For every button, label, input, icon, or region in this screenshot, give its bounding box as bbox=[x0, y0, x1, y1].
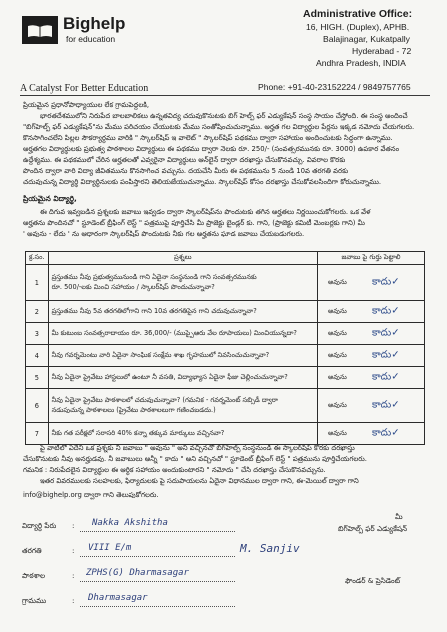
table-row bbox=[26, 323, 425, 345]
intro-line: "బిగ్‌హెల్ప్ ఫర్ ఎడ్యుకేషన్"ను మేము పరిచయం చేయుటకు మేము సంతోషించుచున్నాము. అర్హత గల విద్యార్థుల పేర్లను ఇక్కడ నమోదు చేయగలరు. bbox=[23, 123, 415, 131]
question-cell bbox=[48, 301, 317, 323]
question-text: నడుపుచున్న పాఠశాలలు (ప్రైవేటు పాఠశాలలుగా గణించబడదు.) bbox=[51, 405, 216, 414]
school-underline bbox=[80, 581, 235, 582]
book-logo-icon bbox=[27, 24, 53, 38]
address-line: 16, HIGH. (Duplex), APHB. bbox=[306, 22, 410, 32]
answer-cell[interactable] bbox=[318, 301, 425, 323]
question-text: ప్రస్తుతము నీవు 5వ తరగతిలోగాని గాని 10వ తరగతిపైన గాని చదువుచున్నావా? bbox=[51, 306, 257, 315]
question-cell bbox=[48, 423, 317, 445]
student-instruction-line: ' అవును - లేదు ' ను ఆధారంగా స్కాలర్‌షిప్ పొందుటకు నీకు గల అర్హతను ఘాడ జవాబు చేయబడుగలరు. bbox=[23, 230, 305, 238]
address-line: Hyderabad - 72 bbox=[352, 46, 412, 56]
row-number: 3 bbox=[26, 323, 49, 345]
no-option-ticked[interactable]: కాదు✓ bbox=[372, 326, 400, 338]
brand-subtitle: for education bbox=[66, 34, 116, 44]
signoff-organisation: బిగ్‌హెల్ప్ ఫర్ ఎడ్యుకేషన్ bbox=[338, 524, 408, 533]
header-divider bbox=[20, 95, 430, 96]
signature-handwritten: M. Sanjiv bbox=[240, 542, 300, 555]
column-header-questions: ప్రశ్నలు bbox=[48, 252, 317, 265]
yes-option[interactable]: అవును bbox=[328, 306, 347, 315]
no-option-ticked[interactable]: కాదు✓ bbox=[372, 398, 400, 410]
intro-line: ప్రియమైన ప్రధానోపాధ్యాయుల లేక గ్రామపెద్దలకి, bbox=[23, 101, 150, 109]
contact-email-line: info@bighelp.org ద్వారా గాని తెలుపుకోగలరు. bbox=[23, 491, 159, 499]
village-label: గ్రామము bbox=[22, 596, 47, 605]
intro-line: పొందిన ద్వారా వారి విద్యా జీవితమును కొనసాగించ వచ్చును. దయచేసి మీరు ఈ పథకమును 5 నుండి 10వ తరగతి వరకు bbox=[23, 167, 349, 175]
intro-line: కొనసాగించలేని పిల్లల సౌకర్యార్థము వారికి " స్కాలర్‌షిప్ ఇ వాలెట్ " స్కాలర్‌షిప్ పథకము ద్వారా సహాయం అందించుటకు సిద్ధంగా ఉన్నాము. bbox=[23, 134, 393, 142]
yes-option[interactable]: అవును bbox=[328, 350, 347, 359]
phone-number: Phone: +91-40-23152224 / 9849757765 bbox=[258, 82, 411, 92]
student-instruction-line: అర్హతను పొందినచో " స్టూడెంట్ బ్రీఫింగ్ లెస్ట్ " పత్రముపై పూర్తిచేసి మీ ప్రాజెక్టు బైండ్లర్ కు. గాని, (ప్రాజెక్టు కమిటీ మెంబర్లకు గాని) మీ bbox=[23, 219, 365, 227]
row-number: 6 bbox=[26, 389, 49, 423]
brand-name: Bighelp bbox=[63, 14, 126, 33]
name-underline bbox=[80, 531, 235, 532]
question-text: నీకు గత పరీక్షలో సరాసరి 40% కన్నా తక్కువ మార్కులు వచ్చినవా? bbox=[51, 428, 225, 437]
class-underline bbox=[80, 556, 235, 557]
signoff-title: ఫౌండర్ & ప్రెసిడెంట్ bbox=[345, 576, 401, 585]
intro-line: చదువుచున్న విద్యార్థి విద్యార్థినులకు పంపిస్తారని తెలియజేయుచున్నాము. స్కాలర్‌షిప్ కోసం దరఖాస్తు చేసుకోవలసిందిగా కోరుచున్నాము. bbox=[23, 178, 382, 186]
answer-cell[interactable] bbox=[318, 345, 425, 367]
signoff-line: మీ bbox=[395, 512, 403, 521]
table-row bbox=[26, 345, 425, 367]
note-line: ఇతర వివరములకు సలహలకు, ఫిర్యాదులకు పై సదుపాయలను ఏదైనా విధానముల ద్వారా గాని, ఈ-మెయిల్ ద్వారా గాని bbox=[40, 477, 359, 485]
question-cell bbox=[48, 345, 317, 367]
intro-line: ఉద్దేశ్యము. ఈ పథకములో చేరిన అర్హతలతో ఎవ్వరైనా విద్యార్థులు ఆన్‌లైన్ ద్వారా దరఖాస్తు చేసుకొనవచ్చు. వివరాల కొరకు bbox=[23, 156, 346, 164]
letter-page: Bighelp for education A Catalyst For Better Education Administrative Office: 16, HIGH. (Duplex), APHB. Balajinagar, Kukatpally Hyderabad - 72 Andhra Pradesh, INDIA Phone: +91-40-23152224 / 9849757765 ప్రియమైన ప్రధానోపాధ్యాయుల లేక గ్రామపెద్దలకి, భారతదేశములోని నిరుపేద బాలబాలికలు ఉన్నతవిద్య చదువుకొనుటకు బిగ్ హెల్ప్ ఫర్ ఎడ్యుకేషన్ సంస్థ సాయం చేస్తోంది. ఈ సంస్థ అందించే "బిగ్‌హెల్ప్ ఫర్ ఎడ్యుకేషన్"ను మేము పరిచయం చేయుటకు మేము సంతోషించుచున్నాము. అర్హత గల విద్యార్థుల పేర్లను ఇక్కడ నమోదు చేయగలరు. కొనసాగించలేని పిల్లల సౌకర్యార్థము వారికి " స్కాలర్‌షిప్ ఇ వాలెట్ " స్కాలర్‌షిప్ పథకము ద్వారా సహాయం అందించుటకు సిద్ధంగా ఉన్నాము. అర్హతగల విద్యార్థులకు ప్రభుత్వ పాఠశాలల విద్యార్థులు ఈ పథకము ద్వారా నెలకు రూ. 250/- (సంవత్సరమునకు రూ. 3000) ఉపకార వేతనం ఉద్దేశ్యము. ఈ పథకములో చేరిన అర్హతలతో ఎవ్వరైనా విద్యార్థులు ఆన్‌లైన్ ద్వారా దరఖాస్తు చేసుకొనవచ్చు. వివరాల కొరకు పొందిన ద్వారా వారి విద్యా జీవితమును కొనసాగించ వచ్చును. దయచేసి మీరు ఈ పథకమును 5 నుండి 10వ తరగతి వరకు చదువుచున్న విద్యార్థి విద్యార్థినులకు పంపిస్తారని తెలియజేయుచున్నాము. స్కాలర్‌షిప్ కోసం దరఖాస్తు చేసుకోవలసిందిగా కోరుచున్నాము. ప్రియమైన విద్యార్థి, ఈ దిగువ ఇవ్వబడిన ప్రశ్నలకు జవాబు ఇవ్వడం ద్వారా స్కాలర్‌షిప్‌ను పొందుటకు తగిన అర్హతలు నిర్ణయించుకోగలరు. ఒక వేళ అర్హతను పొందినచో " స్టూడెంట్ బ్రీఫింగ్ లెస్ట్ " పత్రముపై పూర్తిచేసి మీ ప్రాజెక్టు బైండ్లర్ కు. గాని, (ప్రాజెక్టు కమిటీ మెంబర్లకు గాని) మీ ' అవును - లేదు ' ను ఆధారంగా స్కాలర్‌షిప్ పొందుటకు నీకు గల అర్హతను ఘాడ జవాబు చేయబడుగలరు. క్ర.సం. ప్రశ్నలు జవాబు పై గుర్తు పెట్టాలి 1 ప్రస్తుతము నీవు ప్రభుత్వమునుండి గాని ఏదైనా సంస్థనుండి గాని సంవత్సరమునకు రూ. 500/-లకు మించి సహాయం / స్కాలర్‌షిప్ పొందుచున్నావా? అవును కాదు✓ 2 ప్రస్తుతము నీవు 5వ తరగతిలోగాని గాని 10వ తరగతిపైన గాని చదువుచున్నావా? అవును కాదు✓ 3 మీ కుటుంబ సంవత్సరాదాయం రూ. 36,000/- (ముప్పైఆరు వేల రూపాయలు) మించియున్నదా? అవును కాదు✓ 4 నీవు గవర్నమెంటు వారి ఏదైనా సాంఘిక సంక్షేమ శాఖ గృహములో నివసించుచున్నావా? అవును కాదు✓ 5 నీవు ఏదైనా ప్రైవేటు హాస్టలులో ఉంటూ నీ వసతి, విద్యాభ్యాస ఏదైనా ఫీజు చెల్లించుచున్నావా? అవును కాదు✓ 6 నీవు ఏదైనా ప్రైవేటు పాఠశాలలో చదువుచున్నావా? (గమనిక - గవర్నమెంట్ సబ్సిడీ ద్వారా నడుపుచున్న పాఠశాలలు (ప్రైవేటు పాఠశాలలుగా గణించబడదు.) అవును కాదు✓ 7 నీకు గత పరీక్షలో సరాసరి 40% కన్నా తక్కువ మార్కులు వచ్చినవా? అవును కాదు✓ పై వాటిలో ఏదేని ఒక ప్రశ్నకు నీ జవాబు " అవును " అని వచ్చినచో బిగ్‌హెల్ప్ సంస్థనుండి ఈ స్కాలర్‌షిప్ కొరకు దరఖాస్తు చేసుకొనుటకు నీవు అనర్హుడవు. నీ జవాబులు అన్నీ " కాదు " అని వచ్చినచో " స్టూడెంట్ బ్రీఫింగ్ లెస్ట్ " పత్రమును పూర్తిచేయగలరు. గమనిక : నిరుపేదలైన విద్యార్థుల ఈ ఆర్థిక సహాయం అందుకుంటారని " నమోదు " చేసి దరఖాస్తు చేసుకొనవచ్చును. ఇతర వివరములకు సలహలకు, ఫిర్యాదులకు పై సదుపాయలను ఏదైనా విధానముల ద్వారా గాని, ఈ-మెయిల్ ద్వారా గాని info@bighelp.org ద్వారా గాని తెలుపుకోగలరు. విద్యార్థి పేరు : Nakka Akshitha తరగతి : VIII E/m పాఠశాల : ZPHS(G) Dharmasagar గ్రామము : Dharmasagar M. Sanjiv మీ బిగ్‌హెల్ప్ ఫర్ ఎడ్యుకేషన్ ఫౌండర్ & ప్రెసిడెంట్ bbox=[0, 0, 447, 632]
table-row bbox=[26, 423, 425, 445]
answer-cell[interactable] bbox=[318, 323, 425, 345]
class-label: తరగతి bbox=[22, 546, 42, 555]
question-cell bbox=[48, 367, 317, 389]
question-cell bbox=[48, 265, 317, 301]
intro-line: అర్హతగల విద్యార్థులకు ప్రభుత్వ పాఠశాలల విద్యార్థులు ఈ పథకము ద్వారా నెలకు రూ. 250/- (సంవత్సరమునకు రూ. 3000) ఉపకార వేతనం bbox=[23, 145, 400, 153]
intro-line: భారతదేశములోని నిరుపేద బాలబాలికలు ఉన్నతవిద్య చదువుకొనుటకు బిగ్ హెల్ప్ ఫర్ ఎడ్యుకేషన్ సంస్థ సాయం చేస్తోంది. ఈ సంస్థ అందించే bbox=[40, 112, 408, 120]
question-text: రూ. 500/-లకు మించి సహాయం / స్కాలర్‌షిప్ పొందుచున్నావా? bbox=[51, 282, 215, 291]
address-line: Andhra Pradesh, INDIA bbox=[316, 58, 406, 68]
row-number: 5 bbox=[26, 367, 49, 389]
question-text: మీ కుటుంబ సంవత్సరాదాయం రూ. 36,000/- (ముప్పైఆరు వేల రూపాయలు) మించియున్నదా? bbox=[51, 328, 297, 337]
yes-option[interactable]: అవును bbox=[328, 328, 347, 337]
address-line: Balajinagar, Kukatpally bbox=[323, 34, 410, 44]
question-text: నీవు గవర్నమెంటు వారి ఏదైనా సాంఘిక సంక్షేమ శాఖ గృహములో నివసించుచున్నావా? bbox=[51, 350, 270, 359]
student-salutation: ప్రియమైన విద్యార్థి, bbox=[23, 194, 77, 203]
row-number: 1 bbox=[26, 265, 49, 301]
row-number: 7 bbox=[26, 423, 49, 445]
yes-option[interactable]: అవును bbox=[328, 372, 347, 381]
question-text: నీవు ఏదైనా ప్రైవేటు పాఠశాలలో చదువుచున్నావా? (గమనిక - గవర్నమెంట్ సబ్సిడీ ద్వారా bbox=[51, 395, 278, 404]
answer-cell[interactable] bbox=[318, 389, 425, 423]
table-row bbox=[26, 301, 425, 323]
village-underline bbox=[80, 606, 235, 607]
eligibility-table bbox=[25, 251, 425, 445]
note-line: చేసుకొనుటకు నీవు అనర్హుడవు. నీ జవాబులు అన్నీ " కాదు " అని వచ్చినచో " స్టూడెంట్ బ్రీఫింగ్ లెస్ట్ " పత్రమును పూర్తిచేయగలరు. bbox=[23, 455, 367, 463]
no-option-ticked[interactable]: కాదు✓ bbox=[372, 304, 400, 316]
answer-cell[interactable] bbox=[318, 423, 425, 445]
no-option-ticked[interactable]: కాదు✓ bbox=[372, 370, 400, 382]
student-name-value[interactable]: Nakka Akshitha bbox=[92, 518, 168, 528]
class-value[interactable]: VIII E/m bbox=[88, 543, 132, 553]
answer-cell[interactable] bbox=[318, 265, 425, 301]
no-option-ticked[interactable]: కాదు✓ bbox=[372, 426, 400, 438]
question-text: నీవు ఏదైనా ప్రైవేటు హాస్టలులో ఉంటూ నీ వసతి, విద్యాభ్యాస ఏదైనా ఫీజు చెల్లించుచున్నావా? bbox=[51, 372, 288, 381]
column-header-number: క్ర.సం. bbox=[26, 252, 49, 265]
no-option-ticked[interactable]: కాదు✓ bbox=[372, 275, 400, 287]
table-header-row bbox=[26, 252, 425, 265]
no-option-ticked[interactable]: కాదు✓ bbox=[372, 348, 400, 360]
question-cell bbox=[48, 323, 317, 345]
yes-option[interactable]: అవును bbox=[328, 400, 347, 409]
note-line: గమనిక : నిరుపేదలైన విద్యార్థుల ఈ ఆర్థిక సహాయం అందుకుంటారని " నమోదు " చేసి దరఖాస్తు చేసుకొనవచ్చును. bbox=[23, 466, 326, 474]
table-row bbox=[26, 367, 425, 389]
answer-cell[interactable] bbox=[318, 367, 425, 389]
row-number: 2 bbox=[26, 301, 49, 323]
student-instruction-line: ఈ దిగువ ఇవ్వబడిన ప్రశ్నలకు జవాబు ఇవ్వడం ద్వారా స్కాలర్‌షిప్‌ను పొందుటకు తగిన అర్హతలు నిర్ణయించుకోగలరు. ఒక వేళ bbox=[40, 208, 371, 216]
question-cell bbox=[48, 389, 317, 423]
note-line: పై వాటిలో ఏదేని ఒక ప్రశ్నకు నీ జవాబు " అవును " అని వచ్చినచో బిగ్‌హెల్ప్ సంస్థనుండి ఈ స్కాలర్‌షిప్ కొరకు దరఖాస్తు bbox=[40, 444, 355, 452]
row-number: 4 bbox=[26, 345, 49, 367]
school-value[interactable]: ZPHS(G) Dharmasagar bbox=[86, 568, 189, 578]
village-value[interactable]: Dharmasagar bbox=[88, 593, 148, 603]
yes-option[interactable]: అవును bbox=[328, 277, 347, 286]
school-label: పాఠశాల bbox=[22, 571, 46, 580]
office-title: Administrative Office: bbox=[303, 8, 413, 20]
table-row bbox=[26, 389, 425, 423]
question-text: ప్రస్తుతము నీవు ప్రభుత్వమునుండి గాని ఏదైనా సంస్థనుండి గాని సంవత్సరమునకు bbox=[51, 272, 257, 281]
column-header-answer: జవాబు పై గుర్తు పెట్టాలి bbox=[318, 252, 425, 265]
table-row bbox=[26, 265, 425, 301]
yes-option[interactable]: అవును bbox=[328, 428, 347, 437]
student-name-label: విద్యార్థి పేరు bbox=[22, 521, 57, 530]
tagline: A Catalyst For Better Education bbox=[20, 83, 149, 94]
